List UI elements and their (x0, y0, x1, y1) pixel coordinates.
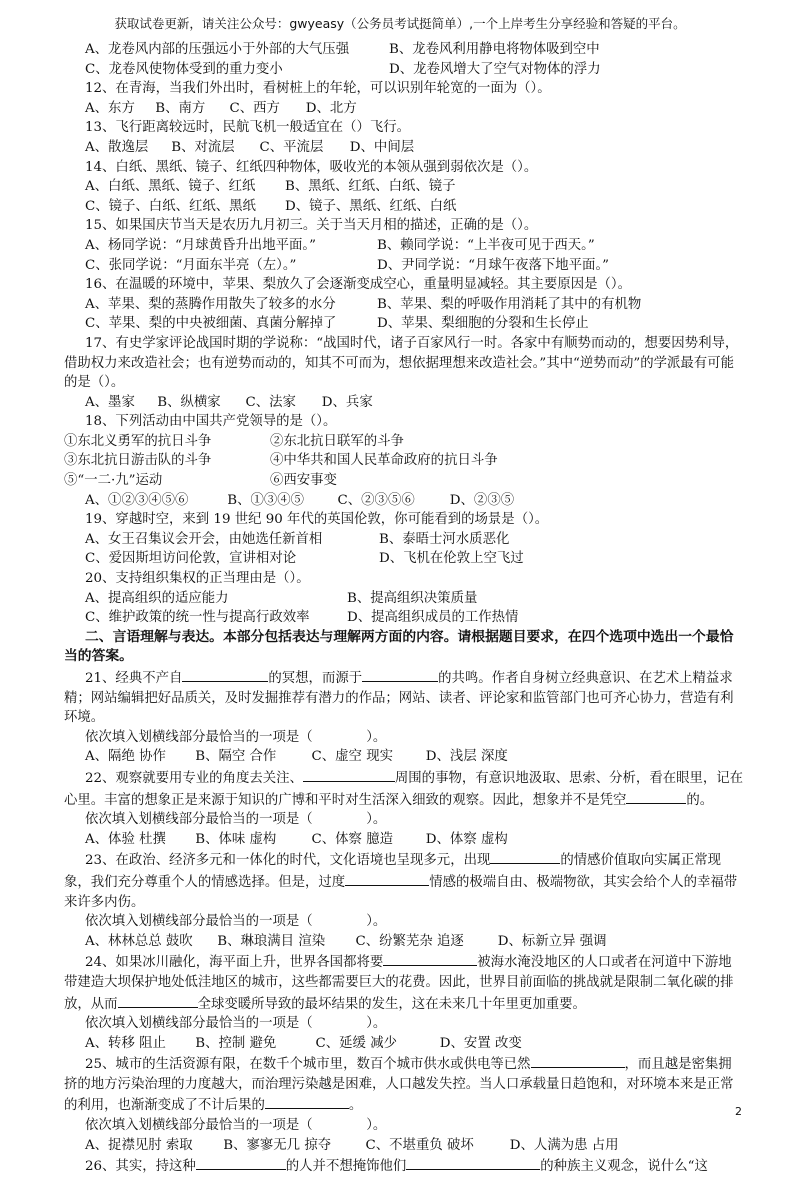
q24-text-1: 24、如果冰川融化，海平面上升，世界各国都将要 (85, 955, 384, 971)
q12-options (64, 99, 744, 119)
q18-option-d: D、②③⑤ (449, 492, 515, 508)
q21-blank-1 (182, 667, 268, 682)
q21-options (64, 747, 744, 767)
q20-options-row-2 (64, 608, 744, 628)
q24-option-d: D、安置 改变 (439, 1035, 522, 1051)
q24-stem (64, 951, 744, 1014)
q25-prompt: 依次填入划横线部分最恰当的一项是（ ）。 (85, 1118, 387, 1134)
q18-items-row-2 (64, 451, 744, 471)
q19-option-c: C、爱因斯坦访问伦敦，宣讲相对论 (85, 551, 297, 567)
q22-blank-2 (626, 789, 686, 804)
q23-text-2: 的情感价值取向实属正常现象，我们充分尊重个人的情感选择。但是，过度 (64, 853, 722, 890)
q18-stem: 18、下列活动由中国共产党领导的是（）。 (85, 414, 337, 430)
q22-option-b: B、体味 虚构 (195, 831, 277, 847)
q21-text-2: 的冥想，而源于 (268, 671, 363, 686)
page-number: 2 (735, 1105, 742, 1118)
q14-option-c: C、镜子、白纸、红纸、黑纸 (85, 198, 256, 214)
q20-options-row-1 (64, 589, 744, 609)
q23-option-c: C、纷繁芜杂 追逐 (355, 933, 464, 949)
q14-options-row-2 (64, 197, 744, 217)
q18-option-a: A、①②③④⑤⑥ (85, 492, 189, 508)
q16-option-d: D、苹果、梨细胞的分裂和生长停止 (377, 316, 589, 332)
q22-blank-1 (303, 767, 395, 782)
q12-option-c: C、西方 (229, 100, 280, 116)
q25-text-3: 。 (348, 1098, 363, 1114)
q25-stem (64, 1053, 744, 1116)
q13-stem: 13、飞行距离较远时，民航飞机一般适宜在（）飞行。 (85, 120, 411, 136)
q21-option-d: D、浅层 深度 (425, 749, 508, 765)
q18-item-3: ③东北抗日游击队的斗争 (64, 453, 212, 469)
q24-option-a: A、转移 阻止 (85, 1035, 166, 1051)
q20-option-b: B、提高组织决策质量 (347, 590, 478, 606)
q11-option-a: A、龙卷风内部的压强远小于外部的大气压强 (85, 42, 350, 57)
q16-option-c: C、苹果、梨的中央被细菌、真菌分解掉了 (85, 316, 337, 332)
q26-text-3: 的种族主义观念，说什么“这 (540, 1159, 708, 1175)
q15-option-b: B、赖同学说：“上半夜可见于西天。” (377, 237, 595, 253)
page-header: 获取试卷更新，请关注公众号：gwyeasy（公务员考试挺简单）,一个上岸考生分享经验和答疑的平台。 (114, 16, 686, 31)
q16-option-a: A、苹果、梨的蒸腾作用散失了较多的水分 (85, 296, 336, 312)
q14-option-a: A、白纸、黑纸、镜子、红纸 (85, 179, 256, 195)
q21-prompt: 依次填入划横线部分最恰当的一项是（ ）。 (85, 729, 387, 745)
q26-blank-2 (406, 1155, 540, 1170)
q18-item-1: ①东北义勇军的抗日斗争 (64, 433, 212, 449)
q22-text-1: 22、观察就要用专业的角度去关注、 (85, 770, 303, 786)
q16-options-row-2 (64, 314, 744, 334)
q24-text-3: 全球变暖所导致的最坏结果的发生，这在未来几十年里更加重要。 (197, 996, 586, 1012)
q24-option-c: C、延缓 减少 (315, 1035, 397, 1051)
q20-option-a: A、提高组织的适应能力 (85, 590, 229, 606)
q13-option-b: B、对流层 (171, 139, 235, 155)
q11-options-row-2 (64, 60, 744, 80)
q24-text-2: 被海水淹没地区的人口或者在河道中下游地带建造大坝保护地处低洼地区的城市，这些都需要巨大的花费。因此，世界目前面临的挑战就是限制二氧化碳的排放，从而 (64, 955, 734, 1012)
q16-option-b: B、苹果、梨的呼吸作用消耗了其中的有机物 (377, 296, 642, 312)
q22-prompt: 依次填入划横线部分最恰当的一项是（ ）。 (85, 812, 387, 828)
q18-item-4: ④中华共和国人民革命政府的抗日斗争 (270, 453, 498, 469)
q23-text-3: 情感的极端自由、极端物欲，其实会给个人的幸福带来许多内伤。 (64, 874, 738, 910)
q17-option-d: D、兵家 (321, 394, 373, 410)
q14-option-d: D、镜子、黑纸、红纸、白纸 (285, 198, 457, 214)
q13-option-d: D、中间层 (349, 139, 415, 155)
q17-options (64, 393, 744, 413)
q24-options (64, 1034, 744, 1054)
q11-option-b: B、龙卷风利用静电将物体吸到空中 (389, 42, 600, 57)
q22-option-d: D、体察 虚构 (425, 831, 508, 847)
q21-blank-2 (362, 667, 438, 682)
q16-stem: 16、在温暖的环境中，苹果、梨放久了会逐渐变成空心，重量明显减轻。其主要原因是（）。 (85, 277, 631, 293)
q13-option-c: C、平流层 (259, 139, 324, 155)
q15-stem: 15、如果国庆节当天是农历九月初三。关于当天月相的描述，正确的是（）。 (85, 218, 538, 234)
q18-items-row-1 (64, 432, 744, 452)
q25-options (64, 1136, 744, 1156)
q23-option-b: B、琳琅满目 渲染 (217, 933, 326, 949)
q23-blank-2 (345, 871, 429, 886)
q18-items-row-3 (64, 471, 744, 491)
q19-options-row-1 (64, 530, 744, 550)
q18-item-2: ②东北抗日联军的斗争 (270, 433, 404, 449)
q20-option-c: C、维护政策的统一性与提高行政效率 (85, 610, 310, 626)
q20-option-d: D、提高组织成员的工作热情 (347, 610, 519, 626)
q12-option-b: B、南方 (155, 100, 206, 116)
q15-option-d: D、尹同学说：“月球午夜落下地平面。” (377, 257, 609, 273)
document-body (64, 40, 744, 1177)
q23-option-d: D、标新立异 强调 (497, 933, 607, 949)
q16-options-row-1 (64, 295, 744, 315)
q15-option-a: A、杨同学说：“月球黄昏升出地平面。” (85, 237, 316, 253)
q19-stem: 19、穿越时空，来到 19 世纪 90 年代的英国伦敦，你可能看到的场景是（）。 (85, 512, 549, 528)
q24-blank-1 (383, 951, 477, 966)
q15-options-row-1 (64, 236, 744, 256)
q25-option-b: B、寥寥无几 掠夺 (223, 1137, 332, 1153)
q23-blank-1 (490, 849, 560, 864)
q19-option-a: A、女王召集议会开会，由她选任新首相 (85, 531, 323, 547)
q15-option-c: C、张同学说：“月面东半亮（左）。” (85, 257, 297, 273)
q22-text-3: 的。 (686, 792, 714, 808)
q21-stem (64, 667, 744, 728)
q24-prompt: 依次填入划横线部分最恰当的一项是（ ）。 (85, 1016, 387, 1032)
q14-option-b: B、黑纸、红纸、白纸、镜子 (285, 179, 456, 195)
q17-option-c: C、法家 (245, 394, 296, 410)
q14-options-row-1 (64, 177, 744, 197)
q21-text-1: 21、经典不产自 (85, 671, 183, 686)
q18-option-b: B、①③④⑤ (227, 492, 305, 508)
q22-options (64, 830, 744, 850)
q25-option-a: A、捉襟见肘 索取 (85, 1137, 193, 1153)
q22-stem (64, 767, 744, 810)
q22-text-2: 周围的事物，有意识地汲取、思索、分析，看在眼里，记在心里。丰富的想象正是来源于知识的广博和平时对生活深入细致的观察。因此，想象并不是凭空 (64, 770, 744, 808)
q15-options-row-2 (64, 256, 744, 276)
q11-option-d: D、龙卷风增大了空气对物体的浮力 (389, 61, 601, 77)
q19-option-b: B、泰晤士河水质恶化 (379, 531, 510, 547)
q23-text-1: 23、在政治、经济多元和一体化的时代，文化语境也呈现多元，出现 (85, 853, 491, 869)
q25-option-d: D、人满为患 占用 (509, 1137, 619, 1153)
q14-stem: 14、白纸、黑纸、镜子、红纸四种物体，吸收光的本领从强到弱依次是（）。 (85, 159, 538, 175)
q13-options (64, 138, 744, 158)
q25-option-c: C、不堪重负 破坏 (365, 1137, 474, 1153)
q17-option-b: B、纵横家 (157, 394, 221, 410)
q17-option-a: A、墨家 (85, 394, 135, 410)
q19-option-d: D、飞机在伦敦上空飞过 (379, 551, 524, 567)
section-heading: 二、言语理解与表达。本部分包括表达与理解两方面的内容。请根据题目要求，在四个选项中选出一个最恰当的答案。 (64, 628, 734, 665)
q21-option-a: A、隔绝 协作 (85, 749, 166, 765)
q21-option-c: C、虚空 现实 (311, 749, 393, 765)
q25-blank-2 (265, 1094, 349, 1109)
q23-stem (64, 849, 744, 912)
q26-stem (64, 1155, 744, 1177)
q26-blank-1 (196, 1155, 286, 1170)
q25-text-2: ，而且越是密集拥挤的地方污染治理的力度越大，而治理污染越是困难，人口越发失控。当人口承载量日趋饱和，对环境本来是正常的利用，也渐渐变成了不计后果的 (64, 1057, 734, 1114)
q24-option-b: B、控制 避免 (195, 1035, 277, 1051)
q12-stem: 12、在青海，当我们外出时，看树桩上的年轮，可以识别年轮宽的一面为（）。 (85, 81, 551, 97)
q26-text-2: 的人并不想掩饰他们 (285, 1159, 407, 1175)
q18-item-6: ⑥西安事变 (270, 473, 337, 489)
q21-option-b: B、隔空 合作 (195, 749, 277, 765)
q12-option-a: A、东方 (85, 100, 135, 116)
q23-options (64, 932, 744, 952)
q19-options-row-2 (64, 549, 744, 569)
q24-blank-2 (118, 993, 198, 1008)
q22-option-a: A、体验 杜撰 (85, 831, 166, 847)
q26-text-1: 26、其实，持这种 (85, 1159, 196, 1175)
q11-options-row-1 (64, 40, 744, 60)
q25-text-1: 25、城市的生活资源有限，在数千个城市里，数百个城市供水或供电等已然 (85, 1057, 531, 1073)
q23-prompt: 依次填入划横线部分最恰当的一项是（ ）。 (85, 914, 387, 930)
q23-option-a: A、林林总总 鼓吹 (85, 933, 193, 949)
q17-stem: 17、有史学家评论战国时期的学说称：“战国时代，诸子百家风行一时。各家中有顺势而动的，想要因势利导，借助权力来改造社会；也有逆势而动的，知其不可而为，想依据理想来改造社会。”其中“逆势而动”的学派最有可能的是（）。 (64, 335, 739, 391)
q20-stem: 20、支持组织集权的正当理由是（）。 (85, 571, 310, 587)
q18-item-5: ⑤“一二·九”运动 (64, 473, 163, 489)
q11-option-c: C、龙卷风使物体受到的重力变小 (85, 61, 283, 77)
q18-options (64, 491, 744, 511)
q12-option-d: D、北方 (305, 100, 357, 116)
q25-blank-1 (531, 1053, 625, 1068)
q18-option-c: C、②③⑤⑥ (337, 492, 415, 508)
q21-text-3: 的共鸣。作者自身树立经典意识、在艺术上精益求精；网站编辑把好品质关，及时发掘推荐有潜力的作品；网站、读者、评论家和监管部门也可齐心协力，营造有利环境。 (64, 671, 734, 726)
q13-option-a: A、散逸层 (85, 139, 149, 155)
q22-option-c: C、体察 臆造 (311, 831, 393, 847)
